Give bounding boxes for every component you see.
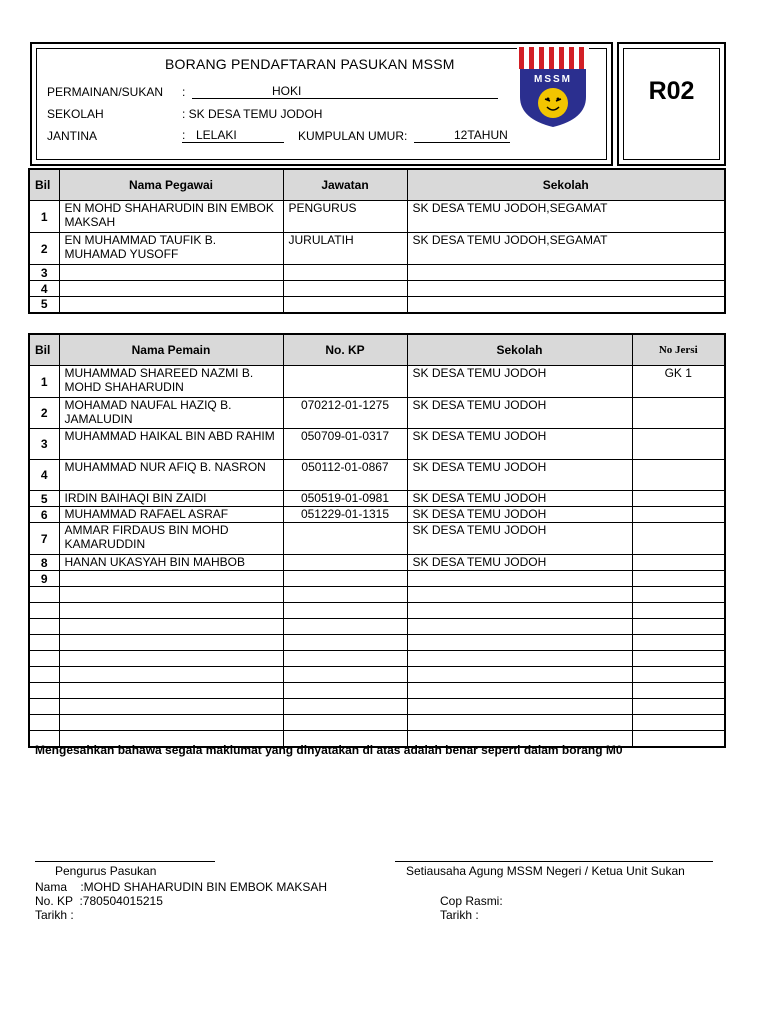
bil-cell: 9: [29, 571, 59, 587]
nama-cell: [59, 651, 283, 667]
table-row: [29, 366, 725, 398]
bil-cell: 4: [29, 460, 59, 491]
table-row: [29, 699, 725, 715]
sekolah-cell: SK DESA TEMU JODOH: [407, 555, 632, 571]
kumpulan-value: 12TAHUN: [454, 128, 508, 142]
bil-cell: 1: [29, 366, 59, 398]
sekolah-cell: SK DESA TEMU JODOH,SEGAMAT: [407, 201, 725, 233]
col-bil: Bil: [29, 169, 59, 201]
table-row: [29, 398, 725, 429]
sekolah-cell: SK DESA TEMU JODOH: [407, 460, 632, 491]
kp-cell: [283, 619, 407, 635]
jersi-cell: [632, 491, 725, 507]
jersi-cell: [632, 651, 725, 667]
table-row: [29, 555, 725, 571]
tiger-icon: [538, 88, 568, 118]
kp-cell: [283, 683, 407, 699]
nama-cell: [59, 619, 283, 635]
table-row: [29, 460, 725, 491]
sekolah-cell: SK DESA TEMU JODOH: [407, 523, 632, 555]
bil-cell: 8: [29, 555, 59, 571]
sekolah-cell: SK DESA TEMU JODOH: [407, 507, 632, 523]
bil-cell: 7: [29, 523, 59, 555]
table-row: [29, 635, 725, 651]
sekolah-label: SEKOLAH: [47, 107, 104, 121]
signature-left-role: Pengurus Pasukan: [55, 864, 157, 878]
sekolah-value: : SK DESA TEMU JODOH: [182, 107, 323, 121]
jersi-cell: [632, 460, 725, 491]
nama-cell: MOHAMAD NAUFAL HAZIQ B. JAMALUDIN: [59, 398, 283, 429]
table-row: [29, 233, 725, 265]
kp-cell: [283, 651, 407, 667]
permainan-value: HOKI: [272, 84, 302, 98]
nama-cell: [59, 667, 283, 683]
signature-left-nama: Nama :MOHD SHAHARUDIN BIN EMBOK MAKSAH: [35, 880, 328, 894]
jawatan-cell: [283, 297, 407, 313]
signature-line-left: [35, 861, 215, 862]
jersi-cell: [632, 715, 725, 731]
kp-cell: 070212-01-1275: [283, 398, 407, 429]
nama-cell: [59, 635, 283, 651]
table-row: [29, 429, 725, 460]
table-row: [29, 571, 725, 587]
bil-cell: [29, 619, 59, 635]
nama-cell: MUHAMMAD HAIKAL BIN ABD RAHIM: [59, 429, 283, 460]
sekolah-cell: [407, 635, 632, 651]
signature-left-kp: No. KP :780504015215: [35, 894, 163, 908]
col-no-kp: No. KP: [283, 334, 407, 366]
bil-cell: [29, 667, 59, 683]
col-sekolah: Sekolah: [407, 169, 725, 201]
bil-cell: [29, 715, 59, 731]
code-box: [617, 42, 726, 166]
bil-cell: 6: [29, 507, 59, 523]
logo-text: MSSM: [534, 74, 572, 85]
signature-right-cop: Cop Rasmi:: [440, 894, 503, 908]
mssm-logo: [517, 47, 589, 129]
bil-cell: [29, 699, 59, 715]
nama-cell: IRDIN BAIHAQI BIN ZAIDI: [59, 491, 283, 507]
jantina-value: LELAKI: [196, 128, 237, 142]
table-row: [29, 683, 725, 699]
jawatan-cell: PENGURUS: [283, 201, 407, 233]
bil-cell: [29, 587, 59, 603]
players-body: [29, 366, 725, 747]
jersi-cell: [632, 619, 725, 635]
sekolah-cell: [407, 683, 632, 699]
jersi-cell: [632, 398, 725, 429]
declaration-text: Mengesahkan bahawa segala maklumat yang dinyatakan di atas adalah benar seperti dalam borang M0: [35, 743, 623, 757]
kp-cell: [283, 699, 407, 715]
bil-cell: [29, 603, 59, 619]
kp-cell: [283, 715, 407, 731]
table-row: [29, 619, 725, 635]
kp-cell: [283, 571, 407, 587]
col-no-jersi: No Jersi: [632, 334, 725, 366]
officials-table: [28, 168, 726, 314]
jantina-underline: [182, 128, 284, 143]
sekolah-cell: [407, 715, 632, 731]
jersi-cell: [632, 523, 725, 555]
col-sekolah: Sekolah: [407, 334, 632, 366]
kp-cell: [283, 603, 407, 619]
nama-cell: AMMAR FIRDAUS BIN MOHD KAMARUDDIN: [59, 523, 283, 555]
sekolah-cell: SK DESA TEMU JODOH: [407, 398, 632, 429]
jantina-label: JANTINA: [47, 129, 98, 143]
table-row: [29, 603, 725, 619]
permainan-underline: [192, 84, 498, 99]
kp-cell: 050519-01-0981: [283, 491, 407, 507]
sekolah-cell: [407, 265, 725, 281]
bil-cell: 2: [29, 233, 59, 265]
officials-header-row: [29, 169, 725, 201]
bil-cell: 5: [29, 297, 59, 313]
table-row: [29, 651, 725, 667]
sekolah-cell: [407, 619, 632, 635]
jersi-cell: [632, 683, 725, 699]
bil-cell: 3: [29, 429, 59, 460]
jersi-cell: [632, 429, 725, 460]
nama-cell: HANAN UKASYAH BIN MAHBOB: [59, 555, 283, 571]
kp-cell: [283, 667, 407, 683]
bil-cell: [29, 651, 59, 667]
jersi-cell: [632, 555, 725, 571]
table-row: [29, 491, 725, 507]
bil-cell: 4: [29, 281, 59, 297]
bil-cell: 1: [29, 201, 59, 233]
signature-line-right: [395, 861, 713, 862]
jawatan-cell: [283, 265, 407, 281]
signature-right-role: Setiausaha Agung MSSM Negeri / Ketua Unit Sukan: [406, 864, 685, 878]
sekolah-cell: SK DESA TEMU JODOH: [407, 429, 632, 460]
sekolah-cell: [407, 651, 632, 667]
kp-cell: [283, 587, 407, 603]
jawatan-cell: JURULATIH: [283, 233, 407, 265]
code-box-inner: [623, 48, 720, 160]
nama-cell: MUHAMMAD RAFAEL ASRAF: [59, 507, 283, 523]
sekolah-cell: [407, 587, 632, 603]
permainan-colon: :: [182, 85, 186, 99]
table-row: [29, 667, 725, 683]
jersi-cell: [632, 731, 725, 747]
kp-cell: [283, 366, 407, 398]
col-nama-pegawai: Nama Pegawai: [59, 169, 283, 201]
form-title: BORANG PENDAFTARAN PASUKAN MSSM: [165, 56, 455, 72]
nama-cell: [59, 571, 283, 587]
sekolah-cell: [407, 667, 632, 683]
table-row: [29, 281, 725, 297]
kumpulan-label: KUMPULAN UMUR:: [298, 129, 408, 143]
players-table: [28, 333, 726, 748]
bil-cell: [29, 635, 59, 651]
jersi-cell: [632, 603, 725, 619]
table-row: [29, 507, 725, 523]
kumpulan-underline: [414, 128, 510, 143]
col-bil: Bil: [29, 334, 59, 366]
sekolah-cell: SK DESA TEMU JODOH: [407, 491, 632, 507]
jersi-cell: [632, 571, 725, 587]
jantina-colon: :: [182, 128, 186, 142]
nama-cell: [59, 699, 283, 715]
bil-cell: [29, 683, 59, 699]
kp-cell: [283, 523, 407, 555]
jersi-cell: [632, 699, 725, 715]
nama-cell: [59, 281, 283, 297]
jersi-cell: [632, 507, 725, 523]
table-row: [29, 265, 725, 281]
sekolah-cell: [407, 571, 632, 587]
jersi-cell: [632, 587, 725, 603]
nama-cell: [59, 265, 283, 281]
nama-cell: MUHAMMAD NUR AFIQ B. NASRON: [59, 460, 283, 491]
nama-cell: MUHAMMAD SHAREED NAZMI B. MOHD SHAHARUDIN: [59, 366, 283, 398]
form-code: R02: [648, 77, 695, 105]
kp-cell: 050112-01-0867: [283, 460, 407, 491]
sekolah-cell: SK DESA TEMU JODOH: [407, 366, 632, 398]
jersi-cell: GK 1: [632, 366, 725, 398]
sekolah-cell: [407, 297, 725, 313]
nama-cell: [59, 297, 283, 313]
sekolah-cell: [407, 603, 632, 619]
nama-cell: [59, 715, 283, 731]
kp-cell: [283, 635, 407, 651]
kp-cell: 050709-01-0317: [283, 429, 407, 460]
table-row: [29, 587, 725, 603]
col-jawatan: Jawatan: [283, 169, 407, 201]
bil-cell: 2: [29, 398, 59, 429]
nama-cell: EN MOHD SHAHARUDIN BIN EMBOK MAKSAH: [59, 201, 283, 233]
bil-cell: 5: [29, 491, 59, 507]
table-row: [29, 297, 725, 313]
table-row: [29, 523, 725, 555]
signature-left-tarikh: Tarikh :: [35, 908, 74, 922]
signature-right-tarikh: Tarikh :: [440, 908, 479, 922]
table-row: [29, 715, 725, 731]
jersi-cell: [632, 635, 725, 651]
nama-cell: [59, 683, 283, 699]
logo-stripes: [517, 47, 589, 71]
permainan-label: PERMAINAN/SUKAN: [47, 85, 164, 99]
jersi-cell: [632, 667, 725, 683]
sekolah-cell: SK DESA TEMU JODOH,SEGAMAT: [407, 233, 725, 265]
nama-cell: EN MUHAMMAD TAUFIK B. MUHAMAD YUSOFF: [59, 233, 283, 265]
sekolah-cell: [407, 699, 632, 715]
col-nama-pemain: Nama Pemain: [59, 334, 283, 366]
kp-cell: [283, 555, 407, 571]
nama-cell: [59, 587, 283, 603]
sekolah-cell: [407, 281, 725, 297]
bil-cell: 3: [29, 265, 59, 281]
jawatan-cell: [283, 281, 407, 297]
nama-cell: [59, 603, 283, 619]
kp-cell: 051229-01-1315: [283, 507, 407, 523]
table-row: [29, 201, 725, 233]
players-header-row: [29, 334, 725, 366]
